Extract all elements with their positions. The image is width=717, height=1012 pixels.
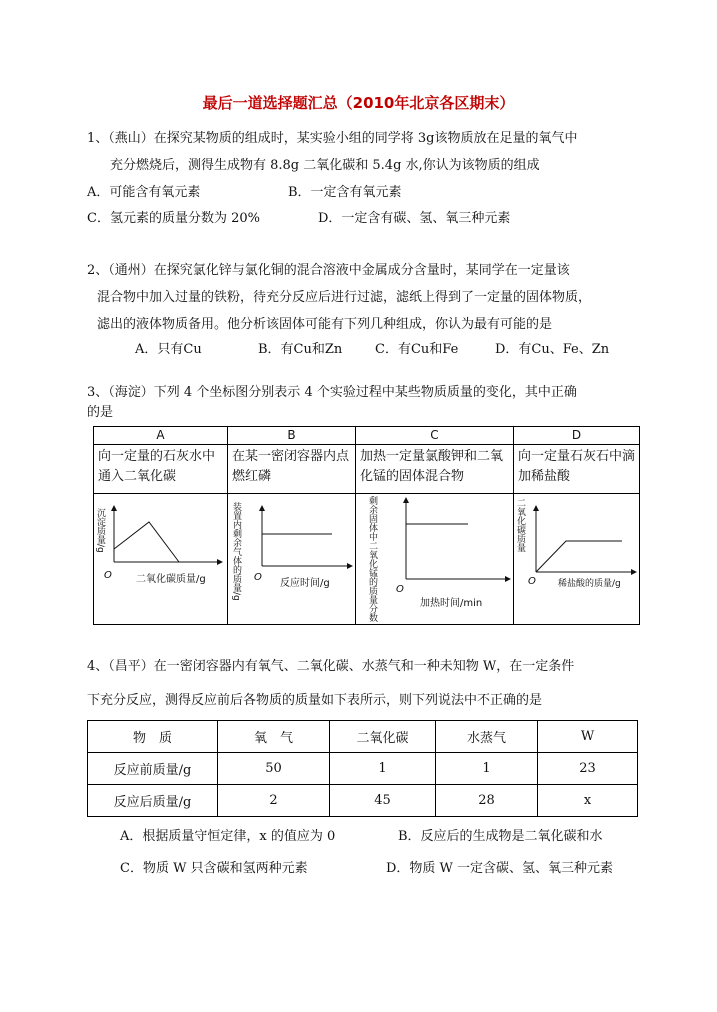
q4-option-d: D．物质 W 一定含碳、氢、氧三种元素 (386, 861, 614, 876)
page-title: 最后一道选择题汇总（2010年北京各区期末） (202, 94, 515, 112)
q3-col-label-b: B (228, 427, 356, 445)
table-row (88, 753, 638, 785)
table-row (88, 785, 638, 817)
table-header-cell: W (538, 721, 638, 753)
graph-d-svg (514, 494, 640, 624)
q2-option-d: D．有Cu、Fe、Zn (495, 342, 610, 357)
graph-b-ylabel: 装置内剩余气体的质量/g (231, 502, 241, 601)
q1-option-a: A．可能含有氧元素 (87, 185, 201, 200)
graph-c-origin: O (396, 584, 404, 595)
graph-d-curve (536, 541, 622, 572)
table-cell: 反应后质量/g (88, 785, 218, 817)
table-header-cell: 二氧化碳 (330, 721, 436, 753)
q3-desc-d: 向一定量石灰石中滴加稀盐酸 (514, 445, 640, 494)
graph-c-svg (356, 494, 514, 624)
q4-mass-table (87, 720, 638, 817)
q3-col-label-d: D (514, 427, 640, 445)
q3-desc-c: 加热一定量氯酸钾和二氧化锰的固体混合物 (356, 445, 514, 494)
q3-col-label-c: C (356, 427, 514, 445)
q3-desc-a: 向一定量的石灰水中通入二氧化碳 (94, 445, 228, 494)
graph-a-svg (94, 494, 228, 624)
table-cell: 1 (436, 753, 538, 785)
table-header-cell: 物 质 (88, 721, 218, 753)
q2-stem-line1: 2、（通州）在探究氯化锌与氯化铜的混合溶液中金属成分含量时，某同学在一定量该 (87, 263, 570, 278)
graph-a-origin: O (104, 570, 112, 581)
table-header-row (88, 721, 638, 753)
graph-a-curve (114, 522, 179, 562)
q3-graph-d (514, 494, 640, 625)
table-cell: 50 (218, 753, 330, 785)
table-cell: x (538, 785, 638, 817)
graph-b-xlabel: 反应时间/g (280, 578, 330, 589)
q2-option-c: C．有Cu和Fe (375, 342, 459, 357)
q3-stem-line1: 3、（海淀）下列 4 个坐标图分别表示 4 个实验过程中某些物质质量的变化，其中正确 (87, 385, 577, 400)
q2-option-b: B．有Cu和Zn (258, 342, 343, 357)
q4-option-c: C．物质 W 只含碳和氢两种元素 (120, 861, 308, 876)
table-cell: 23 (538, 753, 638, 785)
q3-desc-b: 在某一密闭容器内点燃红磷 (228, 445, 356, 494)
table-header-cell: 水蒸气 (436, 721, 538, 753)
q2-stem-line3: 滤出的液体物质备用。他分析该固体可能有下列几种组成，你认为最有可能的是 (97, 317, 553, 332)
q3-stem-line2: 的是 (87, 405, 114, 420)
graph-b-origin: O (254, 572, 262, 583)
q1-stem-line2: 充分燃烧后，测得生成物有 8.8g 二氧化碳和 5.4g 水,你认为该物质的组成 (110, 158, 540, 173)
table-cell: 45 (330, 785, 436, 817)
q2-option-a: A．只有Cu (135, 342, 202, 357)
q4-stem-line2: 下充分反应，测得反应前后各物质的质量如下表所示，则下列说法中不正确的是 (87, 693, 543, 708)
graph-d-ylabel: 二氧化碳质量 (515, 498, 525, 552)
graph-d-xlabel: 稀盐酸的质量/g (558, 579, 621, 589)
q4-option-b: B．反应后的生成物是二氧化碳和水 (398, 829, 603, 844)
q4-stem-line1: 4、（昌平）在一密闭容器内有氧气、二氧化碳、水蒸气和一种未知物 W，在一定条件 (87, 659, 575, 674)
q3-graph-b (228, 494, 356, 625)
q2-stem-line2: 混合物中加入过量的铁粉，待充分反应后进行过滤，滤纸上得到了一定量的固体物质， (97, 290, 592, 305)
table-cell: 反应前质量/g (88, 753, 218, 785)
graph-a-xlabel: 二氧化碳质量/g (136, 574, 206, 585)
graph-b-svg (228, 494, 356, 624)
q4-option-a: A．根据质量守恒定律，x 的值应为 0 (120, 829, 336, 844)
q3-graph-table (93, 426, 640, 625)
graph-c-ylabel: 剩余固体中二氧化锰的质量分数 (367, 496, 377, 622)
table-cell: 2 (218, 785, 330, 817)
q1-option-d: D．一定含有碳、氢、氧三种元素 (318, 211, 511, 226)
q3-col-label-a: A (94, 427, 228, 445)
q1-stem-line1: 1、（燕山）在探究某物质的组成时，某实验小组的同学将 3g该物质放在足量的氧气中 (87, 131, 578, 146)
q1-option-c: C．氢元素的质量分数为 20% (87, 211, 260, 226)
q1-option-b: B．一定含有氧元素 (288, 185, 402, 200)
table-cell: 28 (436, 785, 538, 817)
table-header-cell: 氧 气 (218, 721, 330, 753)
q3-graph-c (356, 494, 514, 625)
table-cell: 1 (330, 753, 436, 785)
graph-a-ylabel: 沉淀质量/g (95, 508, 105, 553)
graph-c-xlabel: 加热时间/min (420, 598, 483, 609)
graph-d-origin: O (528, 576, 536, 587)
q3-graph-a (94, 494, 228, 625)
